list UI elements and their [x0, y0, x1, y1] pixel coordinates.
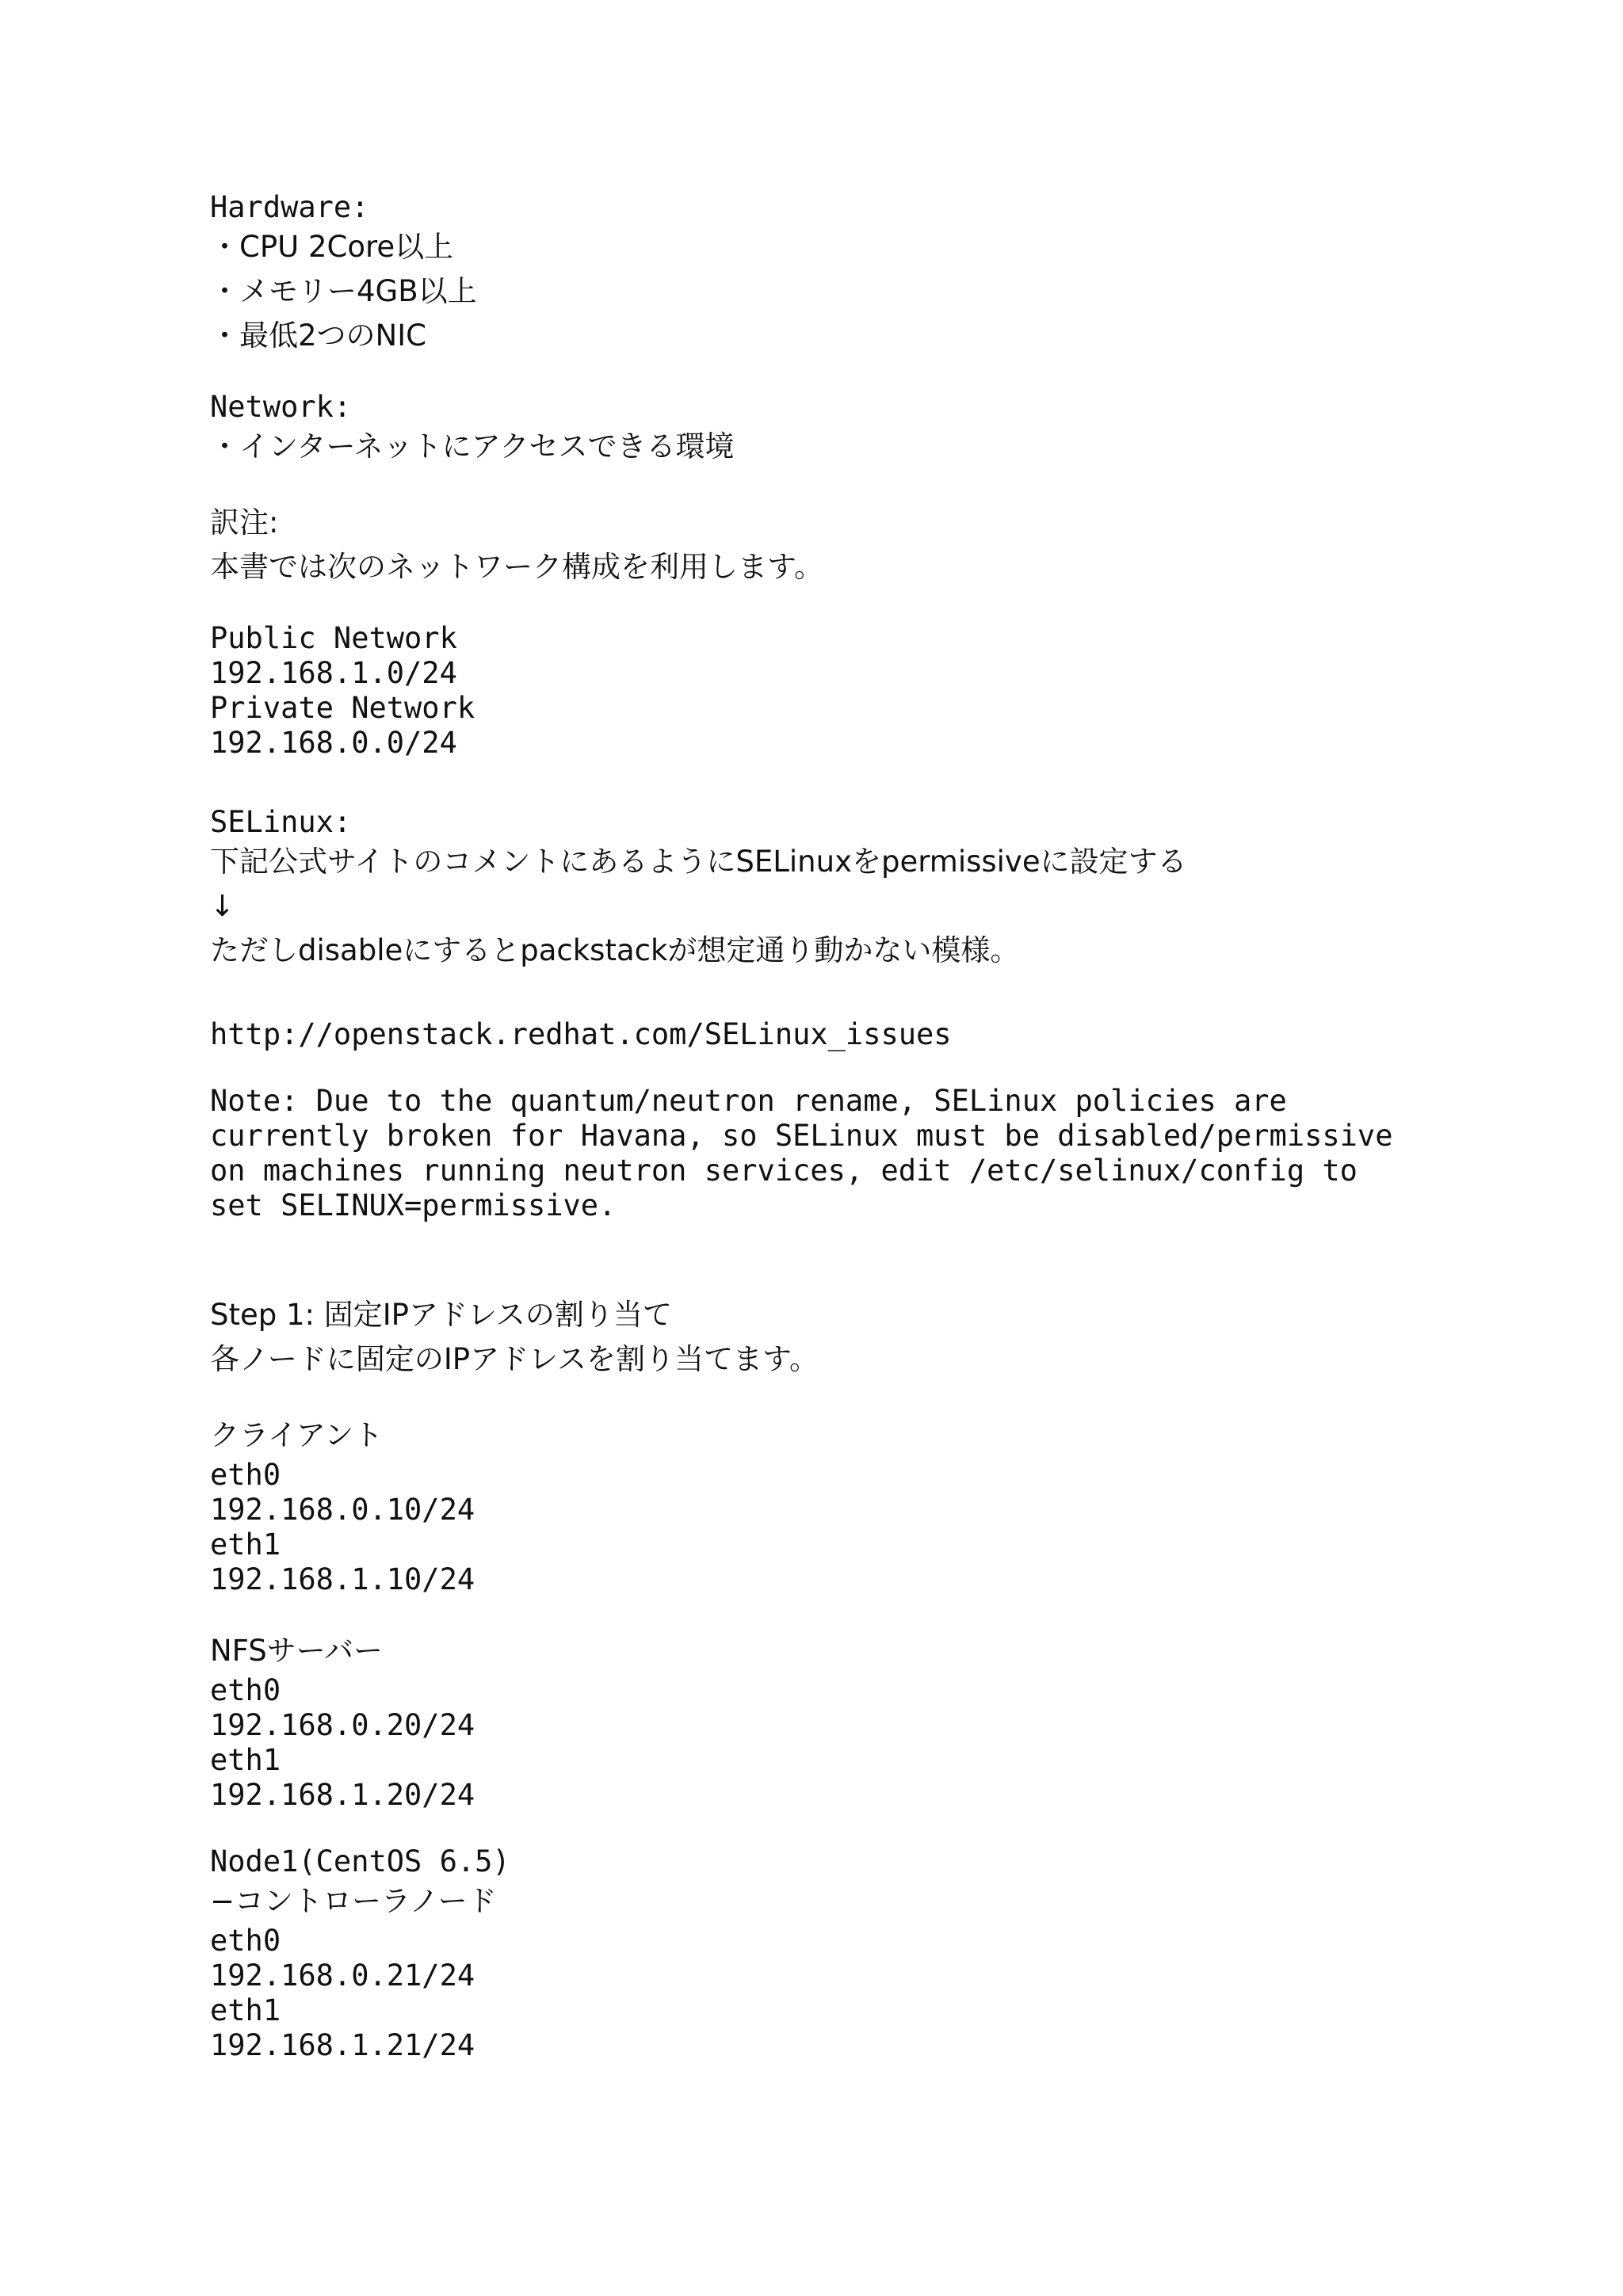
selinux-line1: 下記公式サイトのコメントにあるようにSELinuxをpermissiveに設定する	[210, 845, 1187, 879]
step1-desc: 各ノードに固定のIPアドレスを割り当てます。	[210, 1342, 819, 1376]
network-cidr: 192.168.1.0/24	[210, 656, 457, 690]
iface-label: eth1	[210, 1527, 281, 1562]
network-heading: Network:	[210, 390, 352, 424]
network-cidr: 192.168.0.0/24	[210, 726, 457, 760]
hardware-section	[210, 190, 1557, 358]
node-name: NFSサーバー	[210, 1634, 383, 1668]
hardware-list	[210, 225, 1557, 358]
selinux-section	[210, 805, 1557, 973]
list-item: ・CPU 2Core以上	[210, 230, 454, 264]
network-name: Private Network	[210, 691, 475, 725]
list-item: ・最低2つのNIC	[210, 318, 426, 353]
iface-ip: 192.168.0.10/24	[210, 1493, 475, 1527]
selinux-line2: ただしdisableにするとpackstackが想定通り動かない模様。	[210, 933, 1020, 967]
iface-label: eth1	[210, 1993, 281, 2027]
selinux-heading: SELinux:	[210, 805, 352, 839]
note-line: Note: Due to the quantum/neutron rename, SELinux policies are	[210, 1084, 1287, 1118]
iface-label: eth1	[210, 1743, 281, 1777]
iface-ip: 192.168.1.10/24	[210, 1562, 475, 1596]
step1-title: Step 1: 固定IPアドレスの割り当て	[210, 1298, 672, 1332]
node-node1	[210, 1844, 1557, 2063]
node-role: −コントローラノード	[210, 1884, 497, 1918]
document-page	[210, 190, 1557, 2095]
selinux-url-block	[210, 1017, 1557, 1052]
node-nfs-server	[210, 1629, 1557, 1813]
list-item: ・インターネットにアクセスできる環境	[210, 429, 735, 463]
iface-label: eth0	[210, 1673, 281, 1707]
iface-label: eth0	[210, 1924, 281, 1958]
translator-note-text: 本書では次のネットワーク構成を利用します。	[210, 550, 824, 584]
note-line: on machines running neutron services, edit /etc/selinux/config to	[210, 1154, 1358, 1188]
selinux-note	[210, 1084, 1557, 1223]
network-list	[210, 425, 1557, 469]
iface-ip: 192.168.1.21/24	[210, 2028, 475, 2062]
iface-ip: 192.168.0.21/24	[210, 1958, 475, 1993]
iface-ip: 192.168.0.20/24	[210, 1708, 475, 1742]
node-name: クライアント	[210, 1418, 384, 1452]
iface-ip: 192.168.1.20/24	[210, 1778, 475, 1812]
node-name: Node1(CentOS 6.5)	[210, 1844, 510, 1878]
iface-label: eth0	[210, 1458, 281, 1492]
note-line: set SELINUX=permissive.	[210, 1188, 617, 1222]
hardware-heading: Hardware:	[210, 190, 369, 224]
network-config	[210, 621, 1557, 761]
note-line: currently broken for Havana, so SELinux must be disabled/permissive	[210, 1119, 1393, 1153]
list-item: ・メモリー4GB以上	[210, 274, 477, 308]
node-client	[210, 1413, 1557, 1597]
step1-section	[210, 1293, 1557, 1382]
selinux-url: http://openstack.redhat.com/SELinux_issues	[210, 1017, 952, 1051]
network-name: Public Network	[210, 621, 457, 655]
network-section	[210, 390, 1557, 469]
arrow-down-icon: ↓	[210, 889, 235, 923]
translator-note-heading: 訳注:	[210, 505, 279, 540]
translator-note-section	[210, 501, 1557, 589]
